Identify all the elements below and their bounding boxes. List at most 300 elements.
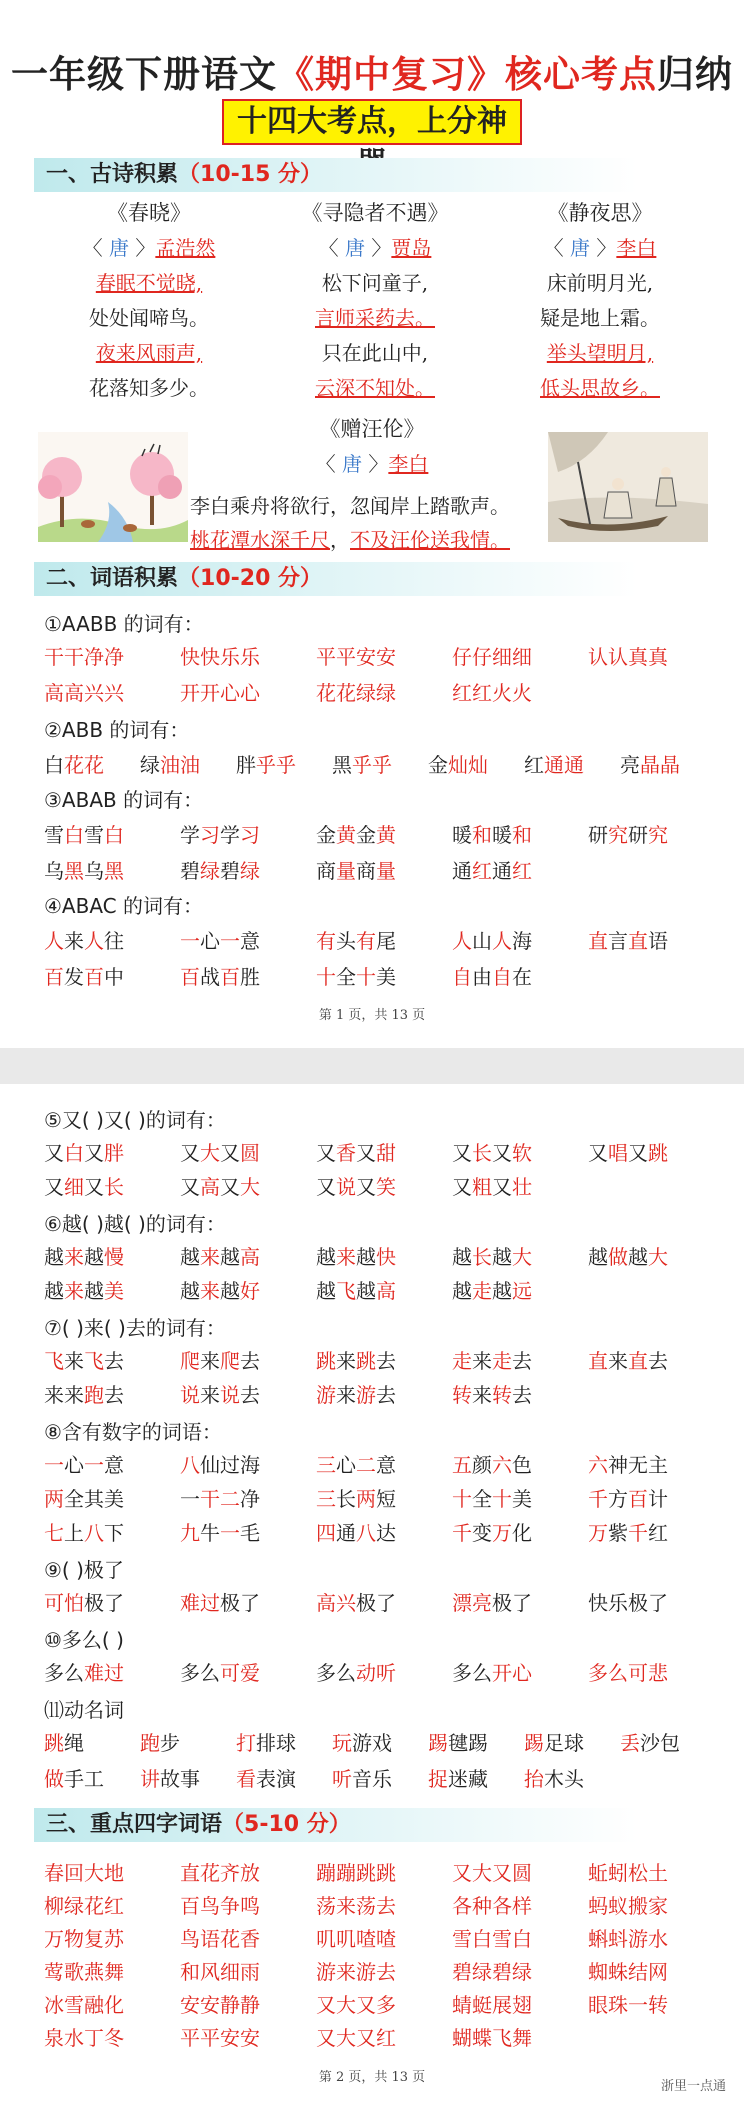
section-header-words [34, 562, 744, 596]
word-text [588, 818, 668, 852]
word-char: 越 [220, 1279, 240, 1303]
word-char: 极了 [84, 1591, 124, 1615]
word-text: 又大又多 [316, 1993, 396, 2017]
word-item [44, 818, 180, 852]
word-char: 爬 [220, 1349, 240, 1373]
word-item [588, 1656, 724, 1690]
word-char: 越 [44, 1245, 64, 1269]
word-char: 讲 [140, 1767, 160, 1791]
word-char: 又 [452, 1141, 472, 1165]
word-char: 踢 [428, 1731, 448, 1755]
word-char: 爬 [180, 1349, 200, 1373]
word-text [332, 1726, 392, 1760]
word-char: 白 [44, 753, 64, 777]
poem-line: 春眠不觉晓, [95, 271, 203, 295]
word-text: 碧绿碧绿 [452, 1960, 532, 1984]
word-char: 多么 [44, 1661, 84, 1685]
word-text [180, 1378, 260, 1412]
word-char: 学 [180, 823, 200, 847]
word-char: 长 [336, 1487, 356, 1511]
word-text: 又大又红 [316, 2026, 396, 2050]
word-text [316, 1136, 396, 1170]
word-item [316, 1922, 452, 1956]
word-char: 在 [512, 965, 532, 989]
word-char: 红 [648, 1521, 668, 1545]
word-item [44, 748, 140, 782]
word-char: 三 [316, 1453, 336, 1477]
word-char: 白 [104, 823, 124, 847]
poem-line-row [510, 301, 690, 336]
poem-line-part: 桃花潭水深千尺 [190, 528, 330, 552]
word-char: 由 [472, 965, 492, 989]
word-char: 自 [492, 965, 512, 989]
word-char: 毛 [240, 1521, 260, 1545]
word-char: 千 [628, 1521, 648, 1545]
word-char: 人 [452, 929, 472, 953]
word-item [44, 676, 180, 710]
word-char: 做 [44, 1767, 64, 1791]
word-item [180, 1988, 316, 2022]
word-char: 全 [472, 1487, 492, 1511]
word-char: 上 [64, 1521, 84, 1545]
word-char: 软 [512, 1141, 532, 1165]
word-item [588, 1856, 724, 1890]
word-text [452, 1136, 532, 1170]
poem-line: 李白乘舟将欲行，忽闻岸上踏歌声。 [190, 494, 510, 518]
word-char: 打 [236, 1731, 256, 1755]
word-text [452, 1448, 532, 1482]
word-char: 胖 [236, 753, 256, 777]
word-item [316, 1344, 452, 1378]
word-text: 春回大地 [44, 1861, 124, 1885]
word-char: 二 [220, 1487, 240, 1511]
word-item [44, 1136, 180, 1170]
label-abb: ②ABB 的词有： [44, 718, 190, 742]
word-char: 牛 [200, 1521, 220, 1545]
word-text [316, 1656, 396, 1690]
word-char: 去 [104, 1349, 124, 1373]
word-char: 又 [180, 1141, 200, 1165]
section-header-poems [34, 158, 744, 192]
word-char: 捉 [428, 1767, 448, 1791]
word-char: 人 [44, 929, 64, 953]
poem-author: 贾岛 [391, 236, 432, 260]
word-char: 红 [524, 753, 544, 777]
word-char: 又 [452, 1175, 472, 1199]
word-item [140, 1726, 236, 1760]
word-item [620, 748, 716, 782]
word-char: 来 [44, 1383, 64, 1407]
word-item [180, 1170, 316, 1204]
poem-title: 《赠汪伦》 [319, 417, 425, 441]
word-text [316, 1448, 396, 1482]
word-char: 壮 [512, 1175, 532, 1199]
word-char: 高兴 [316, 1591, 356, 1615]
word-item [524, 748, 620, 782]
label-aabb: ①AABB 的词有： [44, 612, 204, 636]
word-text [588, 1240, 668, 1274]
word-char: 一 [220, 929, 240, 953]
poem-title: 《寻隐者不遇》 [301, 201, 449, 225]
title-part3: 核心考点 [505, 53, 657, 96]
poem-line-row [510, 266, 690, 301]
word-char: 快乐 [588, 1591, 628, 1615]
word-text [44, 1378, 124, 1412]
word-char: 越 [316, 1245, 336, 1269]
subtitle-box: 十四大考点，上分神 [222, 99, 522, 145]
word-char: 越 [180, 1279, 200, 1303]
word-char: 又 [316, 1175, 336, 1199]
word-item [588, 818, 724, 852]
word-item [236, 748, 332, 782]
word-text [316, 854, 396, 888]
poem-author-line [222, 447, 522, 482]
word-item [452, 924, 588, 958]
word-item [316, 1656, 452, 1690]
word-char: 来 [200, 1349, 220, 1373]
word-text: 蜻蜓展翅 [452, 1993, 532, 2017]
word-text: 眼珠一转 [588, 1993, 668, 2017]
poem-line-row [268, 336, 482, 371]
word-item [452, 854, 588, 888]
word-char: 越 [84, 1279, 104, 1303]
bracket: 〉 [365, 236, 392, 260]
page-2 [0, 1084, 744, 2104]
word-char: 跳 [316, 1349, 336, 1373]
word-char: 量 [376, 859, 396, 883]
word-char: 又 [316, 1141, 336, 1165]
word-text [452, 818, 532, 852]
title-part4: 归纳 [657, 53, 733, 96]
word-text [44, 924, 124, 958]
word-char: 紫 [608, 1521, 628, 1545]
word-char: 越 [452, 1279, 472, 1303]
word-char: 平平安安 [316, 645, 396, 669]
word-char: 来 [64, 1383, 84, 1407]
label-num: ⑧含有数字的词语： [44, 1420, 222, 1444]
word-text: 冰雪融化 [44, 1993, 124, 2017]
poem-line: 松下问童子, [321, 271, 429, 295]
word-item [316, 1378, 452, 1412]
word-text [588, 924, 668, 958]
word-item [44, 1274, 180, 1308]
word-text [588, 640, 668, 674]
word-item [180, 1274, 316, 1308]
word-char: 来 [64, 1349, 84, 1373]
word-item [44, 1482, 180, 1516]
word-item [316, 1856, 452, 1890]
word-item [316, 1889, 452, 1923]
word-text [452, 854, 532, 888]
word-char: 心 [64, 1453, 84, 1477]
poem-line-part: 不及汪伦送我情。 [350, 528, 510, 552]
word-text [316, 640, 396, 674]
word-char: 足球 [544, 1731, 584, 1755]
word-item [524, 1762, 620, 1796]
word-text: 蝴蝶飞舞 [452, 2026, 532, 2050]
label-yue: ⑥越( )越( )的词有： [44, 1212, 226, 1236]
word-char: 量 [336, 859, 356, 883]
word-text [44, 1482, 124, 1516]
word-char: 远 [512, 1279, 532, 1303]
word-text [44, 1656, 124, 1690]
word-char: 全其美 [64, 1487, 124, 1511]
word-text: 莺歌燕舞 [44, 1960, 124, 1984]
word-text [588, 1656, 668, 1690]
word-item [428, 1762, 524, 1796]
word-item [44, 854, 180, 888]
word-text: 直花齐放 [180, 1861, 260, 1885]
word-char: 抬 [524, 1767, 544, 1791]
word-char: 有 [316, 929, 336, 953]
word-char: 下 [104, 1521, 124, 1545]
word-item [316, 854, 452, 888]
word-text [524, 748, 584, 782]
word-text [44, 1726, 84, 1760]
word-text [180, 960, 260, 994]
word-text [180, 818, 260, 852]
word-item [588, 1482, 724, 1516]
word-text [588, 1344, 668, 1378]
word-text [180, 1274, 260, 1308]
word-char: 去 [376, 1349, 396, 1373]
word-char: 发 [64, 965, 84, 989]
word-char: 大 [648, 1245, 668, 1269]
word-char: 又 [492, 1175, 512, 1199]
word-char: 游 [356, 1383, 376, 1407]
word-item [588, 1889, 724, 1923]
word-char: 红 [512, 859, 532, 883]
word-text [44, 854, 124, 888]
word-item [316, 1586, 452, 1620]
word-item [44, 1955, 180, 1989]
word-char: 来 [200, 1383, 220, 1407]
word-item [588, 1516, 724, 1550]
word-text [452, 676, 532, 710]
word-text [180, 1448, 260, 1482]
word-text: 荡来荡去 [316, 1894, 396, 1918]
word-char: 音乐 [352, 1767, 392, 1791]
word-char: 十 [492, 1487, 512, 1511]
word-char: 看 [236, 1767, 256, 1791]
word-item [180, 1136, 316, 1170]
word-text [44, 1448, 124, 1482]
word-item [452, 640, 588, 674]
word-char: 意 [104, 1453, 124, 1477]
word-char: 做 [608, 1245, 628, 1269]
label-abac: ④ABAC 的词有： [44, 894, 203, 918]
word-text [452, 924, 532, 958]
word-item [316, 1448, 452, 1482]
word-text [588, 1516, 668, 1550]
word-text [140, 1762, 200, 1796]
word-char: 尾 [376, 929, 396, 953]
word-text [428, 1726, 488, 1760]
word-text [316, 924, 396, 958]
poem-line-row [54, 371, 244, 406]
word-char: 游 [316, 1383, 336, 1407]
word-char: 唱 [608, 1141, 628, 1165]
word-char: 颜 [472, 1453, 492, 1477]
word-text [316, 1344, 396, 1378]
word-char: 转 [492, 1383, 512, 1407]
bracket: 〉 [129, 236, 156, 260]
word-char: 可怕 [44, 1591, 84, 1615]
word-text [332, 748, 392, 782]
word-item [452, 1955, 588, 1989]
word-char: 迷藏 [448, 1767, 488, 1791]
section-title: 三、重点四字词语 [46, 1812, 223, 1837]
word-char: 胜 [240, 965, 260, 989]
word-text [316, 1274, 396, 1308]
word-char: 中 [104, 965, 124, 989]
word-char: 有 [356, 929, 376, 953]
word-item [180, 1344, 316, 1378]
word-char: 八 [180, 1453, 200, 1477]
spring-landscape-illustration [38, 432, 188, 542]
word-text [524, 1726, 584, 1760]
word-char: 海 [512, 929, 532, 953]
word-item [588, 1988, 724, 2022]
word-char: 走 [472, 1279, 492, 1303]
word-text [44, 1136, 124, 1170]
word-item [180, 1922, 316, 1956]
word-item [44, 1170, 180, 1204]
word-char: 乎乎 [352, 753, 392, 777]
word-char: 亮 [620, 753, 640, 777]
word-char: 通 [492, 859, 512, 883]
word-text [180, 640, 260, 674]
word-text: 蜘蛛结网 [588, 1960, 668, 1984]
word-char: 碧 [220, 859, 240, 883]
word-text [620, 1726, 680, 1760]
word-char: 高 [200, 1175, 220, 1199]
word-item [316, 1274, 452, 1308]
word-char: 变 [472, 1521, 492, 1545]
poem-line: 疑是地上霜。 [540, 306, 660, 330]
word-char: 去 [512, 1349, 532, 1373]
word-char: 六 [492, 1453, 512, 1477]
boat-scene-illustration [548, 432, 708, 542]
word-char: 仔仔细细 [452, 645, 532, 669]
word-char: 走 [452, 1349, 472, 1373]
word-item [588, 1586, 724, 1620]
word-char: 游戏 [352, 1731, 392, 1755]
word-char: 研 [588, 823, 608, 847]
word-char: 又 [356, 1141, 376, 1165]
poem-dynasty: 唐 [342, 452, 362, 476]
document-title [0, 44, 744, 98]
word-text [452, 960, 532, 994]
word-text [180, 1482, 260, 1516]
section-score: （10-15 分） [178, 162, 323, 187]
word-char: 跑 [140, 1731, 160, 1755]
word-char: 两 [356, 1487, 376, 1511]
word-item [44, 2021, 180, 2055]
word-text [588, 1448, 668, 1482]
word-char: 美 [104, 1279, 124, 1303]
word-char: 学 [220, 823, 240, 847]
word-char: 通通 [544, 753, 584, 777]
word-item [44, 1378, 180, 1412]
word-text [316, 960, 396, 994]
word-char: 来 [200, 1279, 220, 1303]
watermark: 浙里一点通 [660, 2079, 726, 2094]
word-item [452, 960, 588, 994]
word-char: 通 [336, 1521, 356, 1545]
word-char: 黄 [336, 823, 356, 847]
poem-line: 低头思故乡。 [540, 376, 660, 400]
word-item [316, 818, 452, 852]
word-item [588, 1922, 724, 1956]
word-item [180, 924, 316, 958]
word-char: 黄 [376, 823, 396, 847]
word-item [180, 960, 316, 994]
word-char: 来 [64, 1245, 84, 1269]
word-text [588, 1586, 668, 1620]
word-char: 绳 [64, 1731, 84, 1755]
word-char: 越 [84, 1245, 104, 1269]
word-char: 油油 [160, 753, 200, 777]
word-char: 百 [220, 965, 240, 989]
word-char: 高高兴兴 [44, 681, 124, 705]
word-item [332, 1726, 428, 1760]
word-char: 心 [200, 929, 220, 953]
word-char: 笑 [376, 1175, 396, 1199]
word-char: 甜 [376, 1141, 396, 1165]
word-item [180, 854, 316, 888]
word-char: 五 [452, 1453, 472, 1477]
word-char: 难过 [84, 1661, 124, 1685]
word-text [452, 1516, 532, 1550]
word-text [524, 1762, 584, 1796]
word-item [588, 1240, 724, 1274]
word-char: 习 [240, 823, 260, 847]
word-text [180, 854, 260, 888]
word-item [180, 1240, 316, 1274]
word-item [524, 1726, 620, 1760]
word-char: 越 [220, 1245, 240, 1269]
label-lai: ⑦( )来( )去的词有： [44, 1316, 226, 1340]
word-char: 越 [356, 1279, 376, 1303]
poem-3 [510, 196, 690, 406]
word-char: 极了 [628, 1591, 668, 1615]
word-char: 极了 [492, 1591, 532, 1615]
word-char: 越 [588, 1245, 608, 1269]
word-item [180, 1378, 316, 1412]
word-item [44, 1586, 180, 1620]
word-char: 飞 [44, 1349, 64, 1373]
word-text [44, 1274, 124, 1308]
poem-1 [54, 196, 244, 406]
word-text [44, 640, 124, 674]
word-item [452, 1482, 588, 1516]
poem-line: 床前明月光, [546, 271, 654, 295]
word-char: 一 [180, 929, 200, 953]
poem-line-row [54, 266, 244, 301]
word-item [180, 1955, 316, 1989]
word-text: 游来游去 [316, 1960, 396, 1984]
section-score: （5-10 分） [222, 1812, 351, 1837]
word-item [452, 1274, 588, 1308]
word-char: 意 [240, 929, 260, 953]
page-number: 第 1 页，共 13 页 [318, 1008, 426, 1023]
word-char: 越 [316, 1279, 336, 1303]
word-item [180, 676, 316, 710]
word-item [44, 924, 180, 958]
word-char: 跳 [648, 1141, 668, 1165]
word-item [44, 1448, 180, 1482]
